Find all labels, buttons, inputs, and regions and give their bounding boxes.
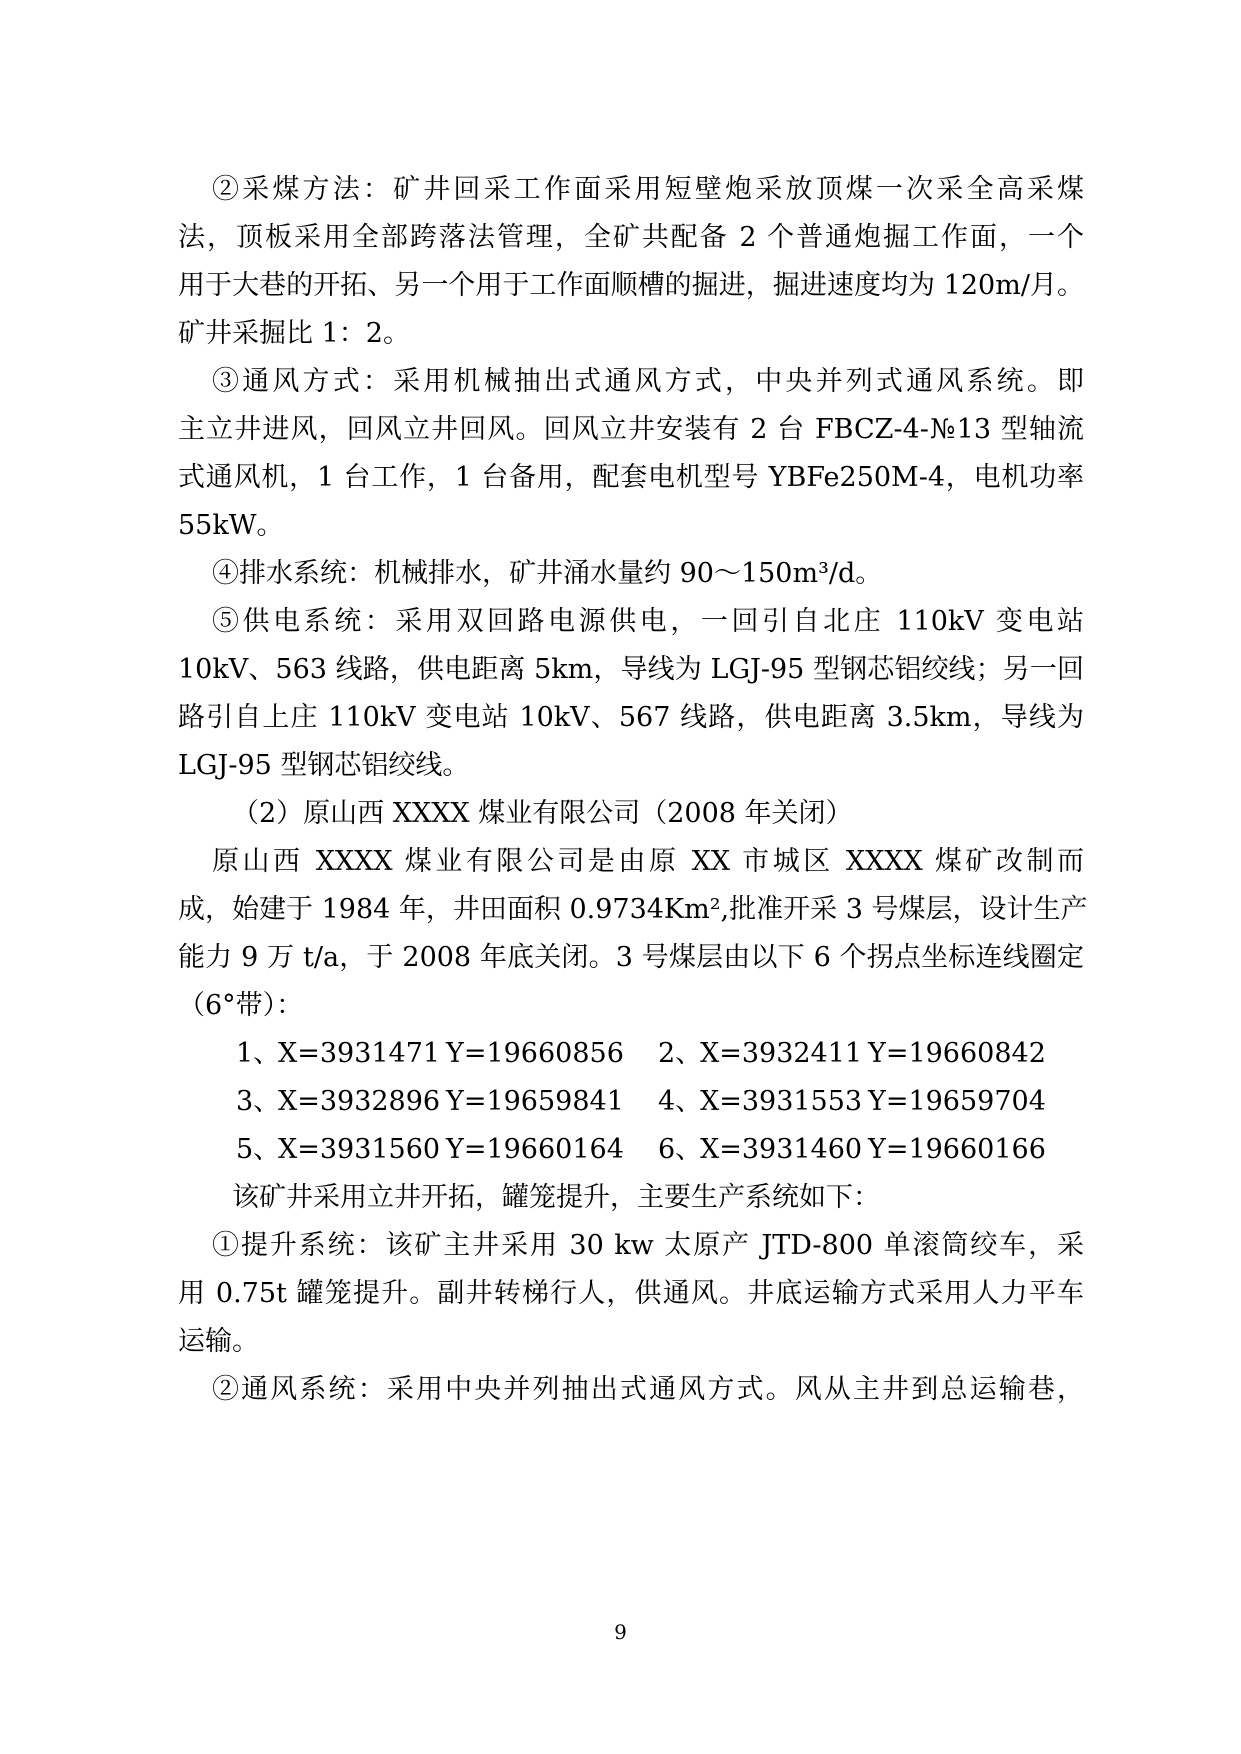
paragraph-line: 用于大巷的开拓、另一个用于工作面顺槽的掘进，掘进速度均为 120m/月。 xyxy=(178,270,1084,301)
paragraph-line: ②通风系统：采用中央并列抽出式通风方式。风从主井到总运输巷， xyxy=(212,1374,1084,1405)
paragraph-line: 用 0.75t 罐笼提升。副井转梯行人，供通风。井底运输方式采用人力平车 xyxy=(178,1278,1084,1309)
paragraph-line: 矿井采掘比 1：2。 xyxy=(178,318,410,349)
coordinate-index: 4、 xyxy=(658,1086,703,1117)
paragraph-line: ③通风方式：采用机械抽出式通风方式，中央并列式通风系统。即 xyxy=(212,366,1084,397)
coordinate-x: X=3931560 xyxy=(278,1134,441,1165)
paragraph-line: 运输。 xyxy=(178,1326,259,1357)
paragraph-line: 法，顶板采用全部跨落法管理，全矿共配备 2 个普通炮掘工作面，一个 xyxy=(178,222,1084,253)
paragraph-line: ②采煤方法：矿井回采工作面采用短壁炮采放顶煤一次采全高采煤 xyxy=(212,174,1084,205)
paragraph-line: 式通风机，1 台工作，1 台备用，配套电机型号 YBFe250M-4，电机功率 xyxy=(178,462,1084,493)
paragraph-line: 55kW。 xyxy=(178,510,284,541)
coordinate-x: X=3932411 xyxy=(700,1038,863,1069)
paragraph-line: 主立井进风，回风立井回风。回风立井安装有 2 台 FBCZ-4-№13 型轴流 xyxy=(178,414,1084,445)
paragraph-line: 原山西 XXXX 煤业有限公司是由原 XX 市城区 XXXX 煤矿改制而 xyxy=(212,846,1084,877)
coordinate-y: Y=19660842 xyxy=(868,1038,1046,1069)
coordinate-index: 3、 xyxy=(236,1086,281,1117)
coordinate-y: Y=19660166 xyxy=(868,1134,1046,1165)
coordinate-y: Y=19660164 xyxy=(446,1134,624,1165)
coordinate-index: 5、 xyxy=(236,1134,281,1165)
coordinate-index: 6、 xyxy=(658,1134,703,1165)
coordinate-y: Y=19660856 xyxy=(446,1038,624,1069)
paragraph-line: 能力 9 万 t/a，于 2008 年底关闭。3 号煤层由以下 6 个拐点坐标连线圈定 xyxy=(178,942,1084,973)
section-heading: （2）原山西 XXXX 煤业有限公司（2008 年关闭） xyxy=(232,798,853,829)
coordinate-x: X=3932896 xyxy=(278,1086,441,1117)
coordinate-x: X=3931471 xyxy=(278,1038,441,1069)
page-number: 9 xyxy=(614,1620,627,1644)
paragraph-line: ⑤供电系统：采用双回路电源供电，一回引自北庄 110kV 变电站 xyxy=(212,606,1084,637)
paragraph-line: 10kV、563 线路，供电距离 5km，导线为 LGJ-95 型钢芯铝绞线；另一回 xyxy=(178,654,1084,685)
coordinate-index: 1、 xyxy=(236,1038,281,1069)
paragraph-line: ④排水系统：机械排水，矿井涌水量约 90～150m³/d。 xyxy=(212,558,883,589)
paragraph-line: ①提升系统：该矿主井采用 30 kw 太原产 JTD-800 单滚筒绞车，采 xyxy=(212,1230,1084,1261)
coordinate-x: X=3931460 xyxy=(700,1134,863,1165)
coordinate-index: 2、 xyxy=(658,1038,703,1069)
coordinate-x: X=3931553 xyxy=(700,1086,863,1117)
paragraph-line: 路引自上庄 110kV 变电站 10kV、567 线路，供电距离 3.5km，导线为 xyxy=(178,702,1084,733)
paragraph-line: LGJ-95 型钢芯铝绞线。 xyxy=(178,750,470,781)
paragraph-line: 该矿井采用立井开拓，罐笼提升，主要生产系统如下： xyxy=(232,1182,880,1213)
paragraph-line: 成，始建于 1984 年，井田面积 0.9734Km²,批准开采 3 号煤层，设计生产 xyxy=(178,894,1088,925)
coordinate-y: Y=19659841 xyxy=(446,1086,624,1117)
coordinate-y: Y=19659704 xyxy=(868,1086,1046,1117)
paragraph-line: （6°带）： xyxy=(178,990,304,1021)
